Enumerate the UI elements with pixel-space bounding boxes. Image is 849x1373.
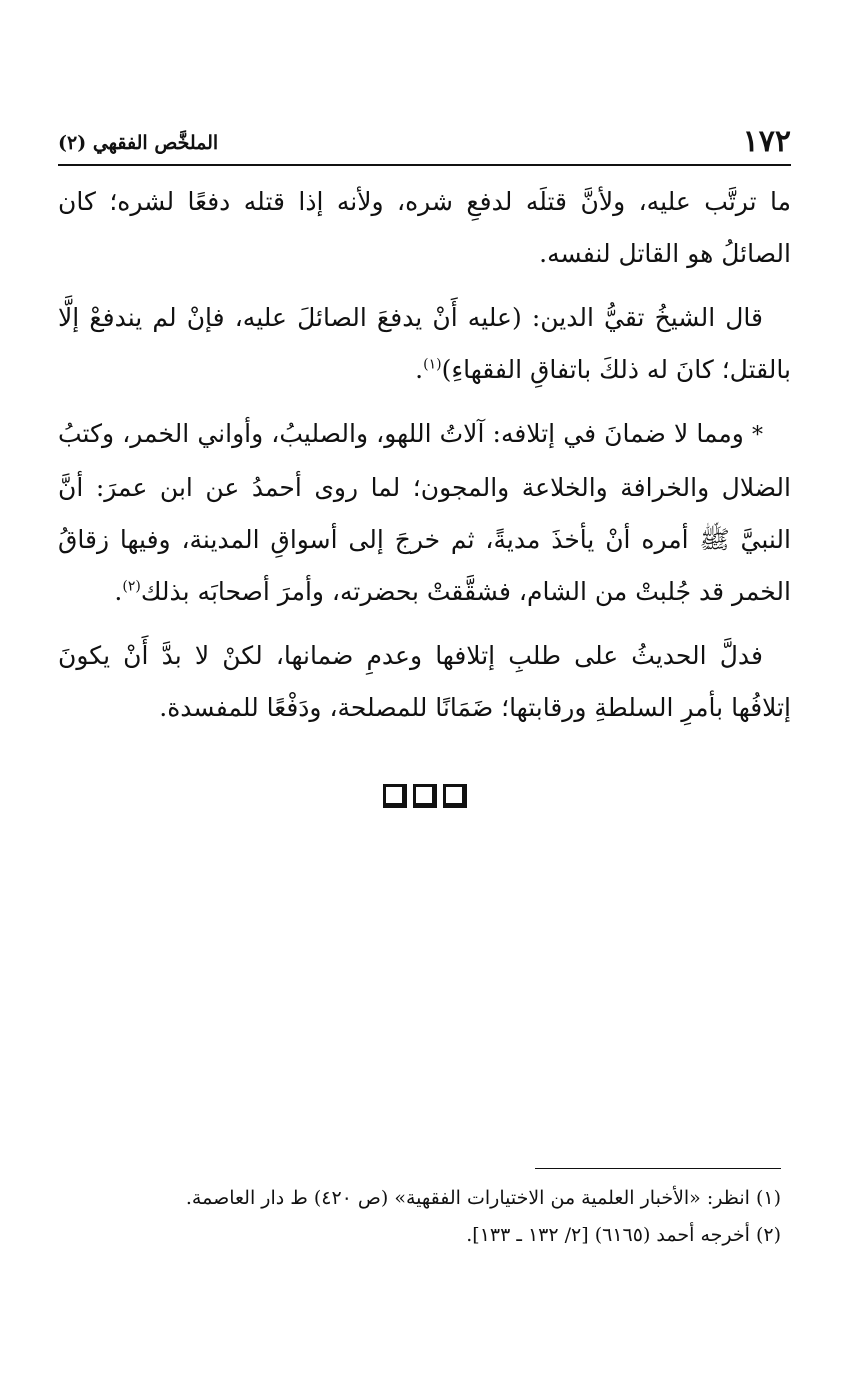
footnote-2-text: أخرجه أحمد (٦١٦٥) [٢/ ١٣٢ ـ ١٣٣].	[466, 1224, 750, 1246]
paragraph-3	[58, 408, 791, 618]
footnote-1	[58, 1180, 781, 1217]
page-number: ١٧٢	[742, 124, 791, 159]
footnote-1-text: انظر: «الأخبار العلمية من الاختيارات الفقهية» (ص ٤٢٠) ط دار العاصمة.	[185, 1187, 750, 1209]
main-text	[58, 176, 791, 746]
paragraph-4: فدلَّ الحديثُ على طلبِ إتلافها وعدمِ ضمانها، لكنْ لا بدَّ أَنْ يكونَ إتلافُها بأمرِ السلطةِ ورقابتها؛ ضَمَانًا للمصلحة، ودَفْعًا للمفسدة.	[58, 641, 791, 722]
square-ornament-icon	[443, 784, 467, 808]
paragraph-2-end: .	[415, 355, 424, 384]
footnotes	[58, 1180, 781, 1254]
paragraph-2	[58, 292, 791, 396]
paragraph-3-end: .	[114, 577, 123, 606]
footnote-2	[58, 1217, 781, 1254]
section-end-ornament	[0, 784, 849, 812]
footnote-ref-1[interactable]: (١)	[423, 356, 442, 373]
footnote-divider	[535, 1168, 781, 1169]
star-bullet-icon: *	[752, 423, 764, 448]
page-header	[58, 124, 791, 166]
paragraph-3-text: ومما لا ضمانَ في إتلافه: آلاتُ اللهو، والصليبُ، وأواني الخمر، وكتبُ الضلال والخرافة والخلاعة والمجون؛ لما روى أحمدُ عن ابن عمرَ: أنَّ النبيَّ ﷺ أمره أنْ يأخذَ مديةً، ثم خرجَ إلى أسواقِ المدينة، وفيها زقاقُ الخمر قد جُلبتْ من الشام، فشقَّقتْ بحضرته، وأمرَ أصحابَه بذلك	[58, 419, 791, 606]
square-ornament-icon	[413, 784, 437, 808]
running-title: الملخَّص الفقهي (٢)	[58, 132, 219, 154]
paragraph-1: ما ترتَّب عليه، ولأنَّ قتلَه لدفعِ شره، ولأنه إذا قتله دفعًا لشره؛ كان الصائلُ هو القاتل لنفسه.	[58, 187, 791, 268]
paragraph-2-text: قال الشيخُ تقيُّ الدين: (عليه أَنْ يدفعَ الصائلَ عليه، فإنْ لم يندفعْ إلَّا بالقتل؛ كانَ له ذلكَ باتفاقِ الفقهاءِ)	[58, 303, 791, 384]
square-ornament-icon	[383, 784, 407, 808]
footnote-1-number: (١)	[755, 1187, 781, 1209]
footnote-ref-2[interactable]: (٢)	[122, 578, 141, 595]
footnote-2-number: (٢)	[755, 1224, 781, 1246]
